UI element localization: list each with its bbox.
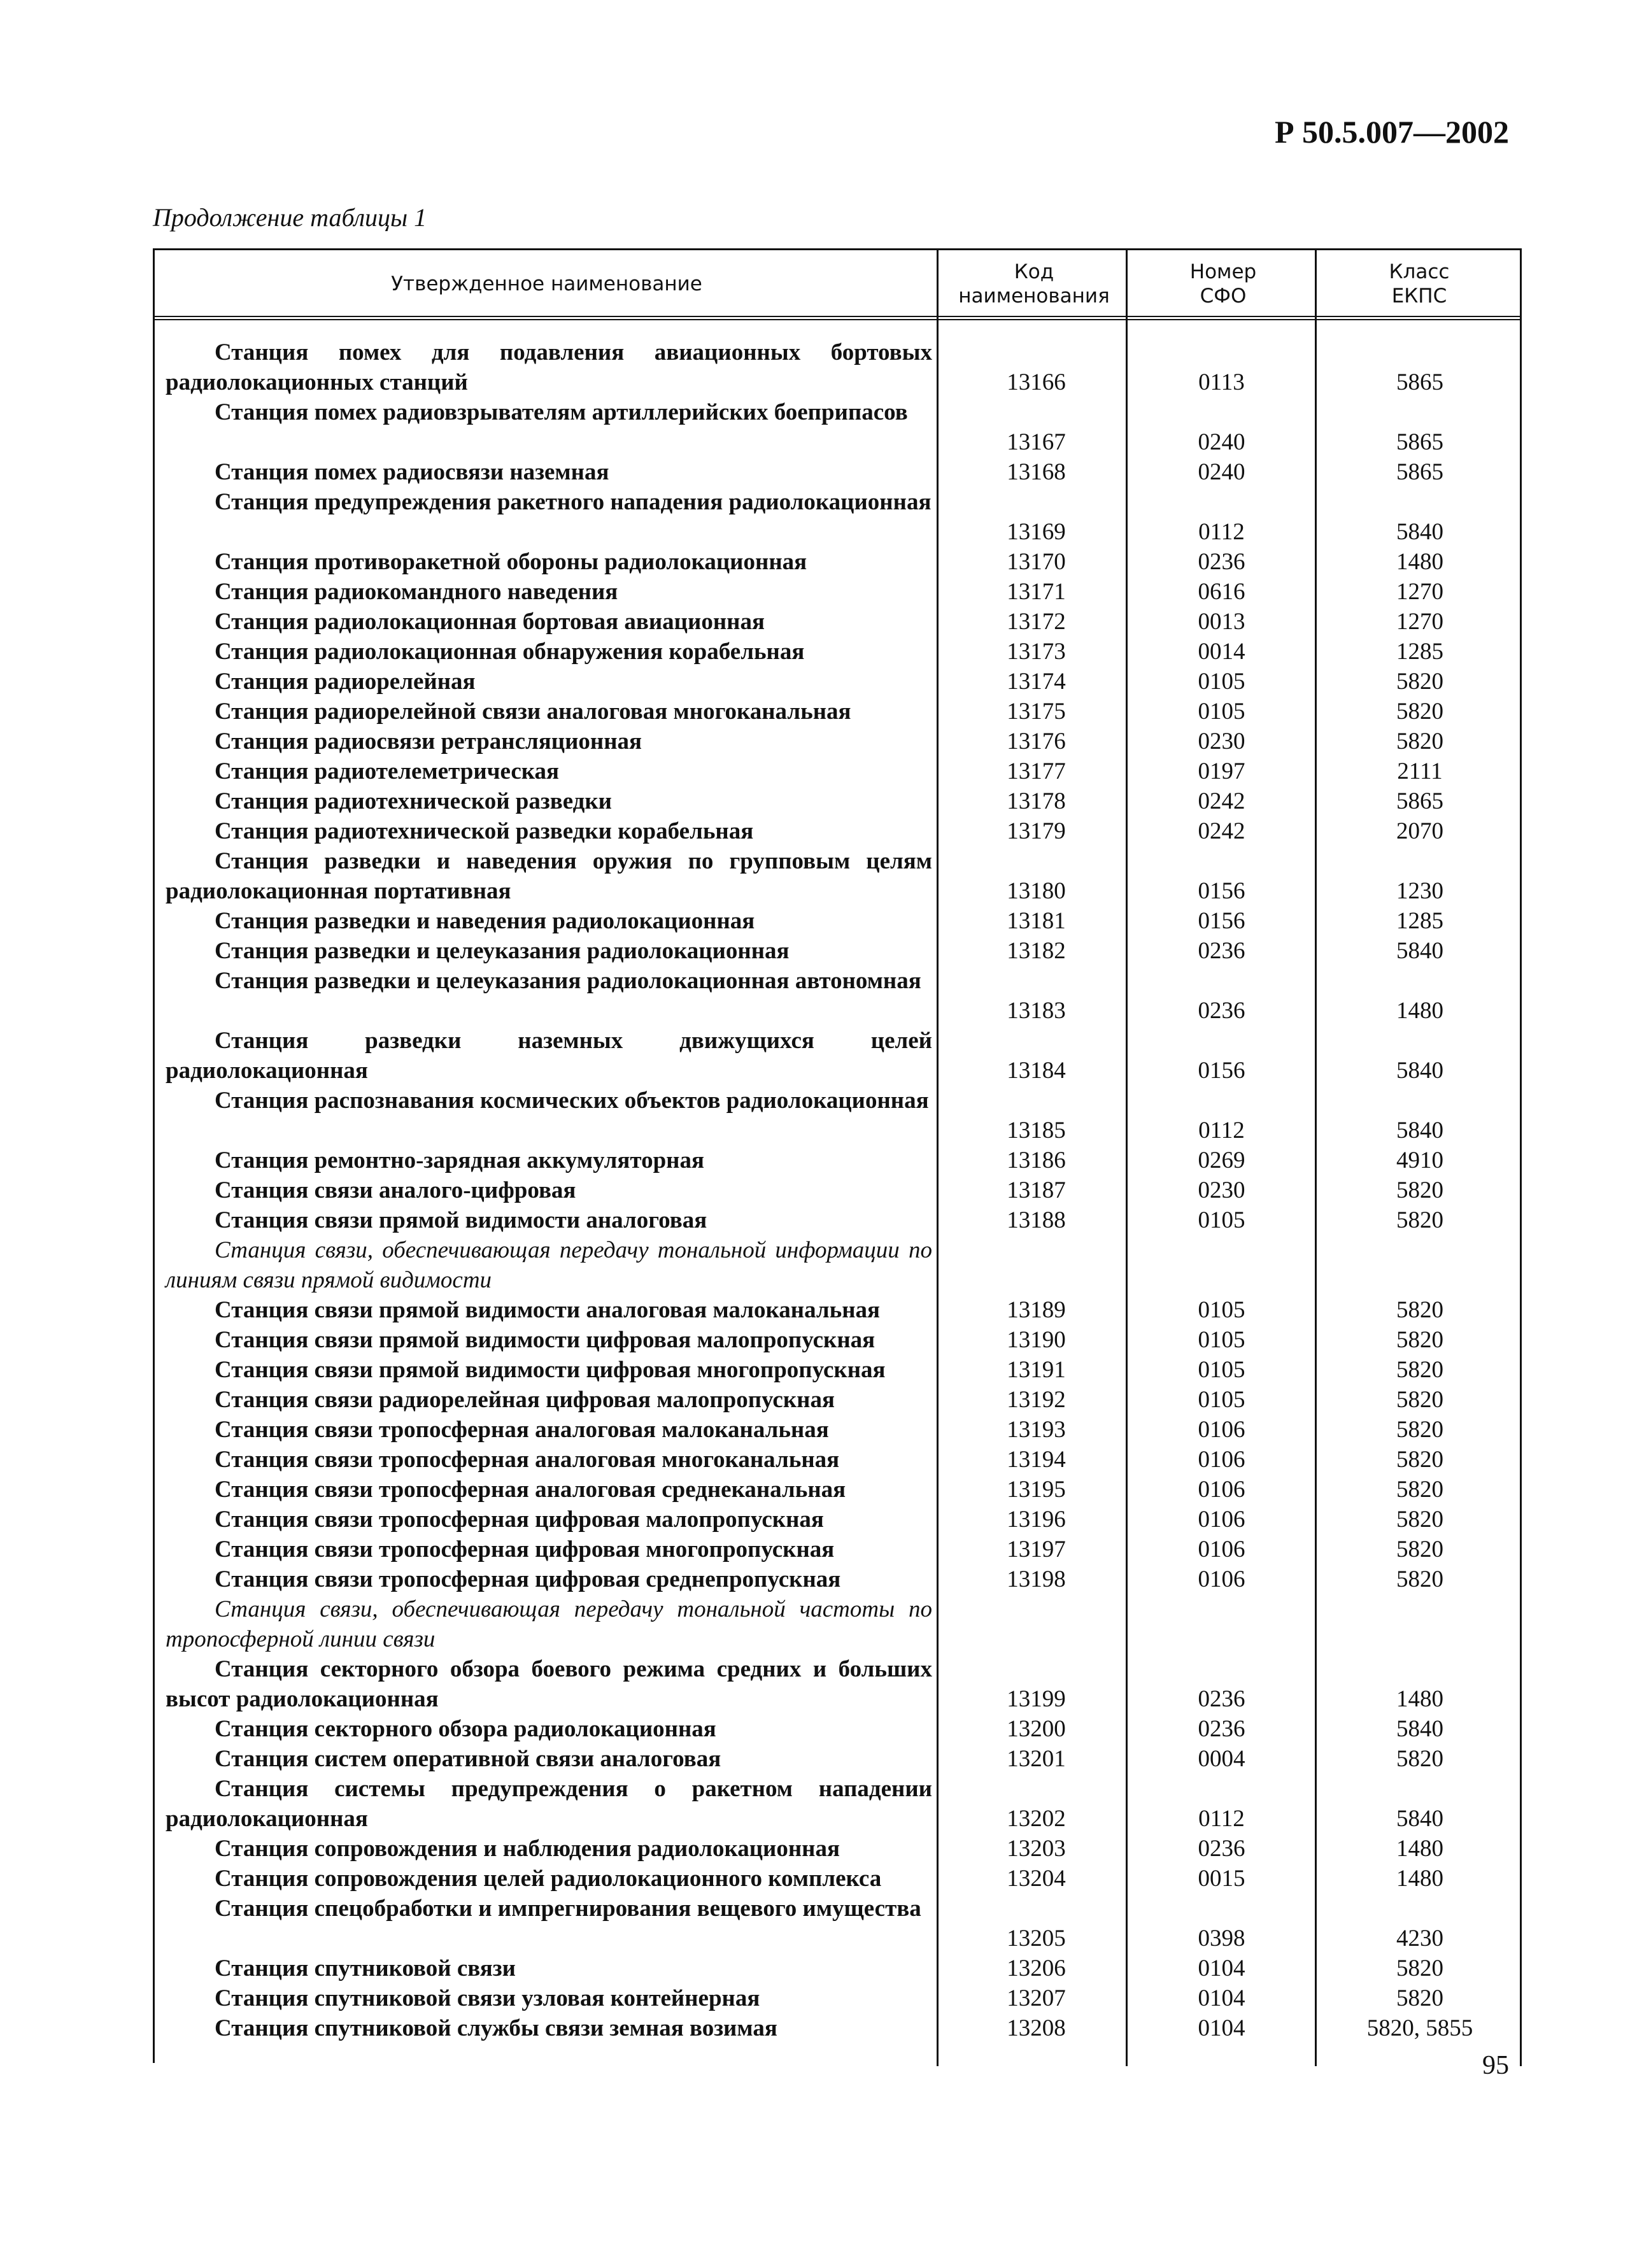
row-ekps: 5865 [1396, 369, 1443, 395]
table-row [153, 1714, 1522, 1744]
row-name: Станция связи прямой видимости аналоговая малоканальная [215, 1297, 881, 1323]
row-ekps: 1480 [1396, 549, 1443, 575]
row-ekps: 5820 [1396, 1387, 1443, 1413]
row-name: Станция спутниковой связи [215, 1955, 516, 1981]
row-sfo: 0104 [1198, 1985, 1245, 2011]
row-code: 13172 [1007, 609, 1066, 635]
table-row [153, 1445, 1522, 1475]
row-ekps: 5840 [1396, 1806, 1443, 1832]
row-code: 13188 [1007, 1207, 1066, 1233]
row-name: Станция системы предупреждения о ракетном нападении радиолокационная [166, 1776, 932, 1832]
row-code: 13191 [1007, 1357, 1066, 1383]
row-sfo: 0104 [1198, 1955, 1245, 1981]
row-code: 13202 [1007, 1806, 1066, 1832]
row-name: Станция секторного обзора радиолокационная [215, 1716, 716, 1742]
header-sfo-text: Номер СФО [1189, 260, 1257, 308]
row-sfo: 0236 [1198, 1686, 1245, 1712]
row-name: Станция предупреждения ракетного нападения радиолокационная [215, 489, 932, 515]
row-code: 13208 [1007, 2015, 1066, 2041]
row-name: Станция связи прямой видимости цифровая малопропускная [215, 1327, 875, 1353]
row-ekps: 5820 [1396, 728, 1443, 755]
row-code: 13182 [1007, 938, 1066, 964]
row-ekps: 5820 [1396, 1417, 1443, 1443]
row-ekps: 5820 [1396, 1955, 1443, 1981]
table-row [153, 756, 1522, 786]
header-code [940, 250, 1128, 318]
row-name: Станция сопровождения целей радиолокационного комплекса [215, 1866, 882, 1892]
row-ekps: 5865 [1396, 459, 1443, 485]
row-sfo: 0105 [1198, 1357, 1245, 1383]
row-ekps: 5820 [1396, 1297, 1443, 1323]
row-sfo: 0105 [1198, 1207, 1245, 1233]
row-code: 13189 [1007, 1297, 1066, 1323]
table-row [153, 966, 1522, 1026]
row-ekps: 5865 [1396, 429, 1443, 455]
row-ekps: 1480 [1396, 1686, 1443, 1712]
row-sfo: 0014 [1198, 639, 1245, 665]
row-name: Станция связи радиорелейная цифровая малопропускная [215, 1387, 835, 1413]
row-name: Станция радиокомандного наведения [215, 579, 618, 605]
row-sfo: 0236 [1198, 1836, 1245, 1862]
row-sfo: 0105 [1198, 1297, 1245, 1323]
row-ekps: 5820, 5855 [1366, 2015, 1473, 2041]
table-row [153, 1235, 1522, 1295]
row-sfo: 0106 [1198, 1566, 1245, 1592]
table-row [153, 637, 1522, 667]
row-name: Станция разведки и наведения оружия по групповым целям радиолокационная портативная [166, 848, 932, 904]
row-ekps: 1285 [1396, 639, 1443, 665]
table-row [153, 1864, 1522, 1894]
table-row [153, 1744, 1522, 1774]
table-row [153, 1564, 1522, 1594]
row-name: Станция радиолокационная бортовая авиационная [215, 609, 765, 635]
header-name: Утвержденное наименование [391, 272, 702, 295]
row-ekps: 1230 [1396, 878, 1443, 904]
row-ekps: 4910 [1396, 1147, 1443, 1173]
row-code: 13186 [1007, 1147, 1066, 1173]
row-sfo: 0269 [1198, 1147, 1245, 1173]
row-name: Станция связи, обеспечивающая передачу тональной частоты по тропосферной линии связи [166, 1596, 932, 1652]
row-code: 13177 [1007, 758, 1066, 784]
row-name: Станция радиосвязи ретрансляционная [215, 728, 642, 755]
row-ekps: 1480 [1396, 998, 1443, 1024]
table-row [153, 547, 1522, 577]
row-sfo: 0106 [1198, 1477, 1245, 1503]
row-name: Станция разведки и целеуказания радиолокационная автономная [215, 968, 921, 994]
row-ekps: 5820 [1396, 1327, 1443, 1353]
table-row [153, 1594, 1522, 1654]
row-code: 13205 [1007, 1925, 1066, 1952]
row-code: 13197 [1007, 1536, 1066, 1563]
table-row [153, 1086, 1522, 1145]
table-row [153, 1385, 1522, 1415]
row-name: Станция распознавания космических объектов радиолокационная [215, 1088, 929, 1114]
row-code: 13181 [1007, 908, 1066, 934]
row-name: Станция радиотелеметрическая [215, 758, 560, 784]
table-row [153, 697, 1522, 726]
row-sfo: 0112 [1198, 1117, 1245, 1144]
row-sfo: 0105 [1198, 1327, 1245, 1353]
row-sfo: 0230 [1198, 1177, 1245, 1203]
row-code: 13168 [1007, 459, 1066, 485]
row-name: Станция радиорелейной связи аналоговая многоканальная [215, 698, 851, 725]
table-body [153, 337, 1522, 2043]
table-row [153, 1355, 1522, 1385]
row-sfo: 0230 [1198, 728, 1245, 755]
row-sfo: 0015 [1198, 1866, 1245, 1892]
row-code: 13207 [1007, 1985, 1066, 2011]
row-code: 13174 [1007, 669, 1066, 695]
row-code: 13170 [1007, 549, 1066, 575]
row-sfo: 0236 [1198, 938, 1245, 964]
table-row [153, 1205, 1522, 1235]
row-sfo: 0616 [1198, 579, 1245, 605]
table-row [153, 577, 1522, 607]
row-code: 13199 [1007, 1686, 1066, 1712]
row-ekps: 5840 [1396, 1058, 1443, 1084]
row-ekps: 1270 [1396, 609, 1443, 635]
row-ekps: 5840 [1396, 1117, 1443, 1144]
table-row [153, 1295, 1522, 1325]
row-name: Станция спутниковой связи узловая контейнерная [215, 1985, 760, 2011]
row-sfo: 0398 [1198, 1925, 1245, 1952]
row-sfo: 0013 [1198, 609, 1245, 635]
row-sfo: 0112 [1198, 1806, 1245, 1832]
row-sfo: 0105 [1198, 669, 1245, 695]
row-ekps: 5820 [1396, 698, 1443, 725]
row-ekps: 5820 [1396, 1506, 1443, 1533]
table-row [153, 667, 1522, 697]
table-row [153, 1475, 1522, 1505]
row-sfo: 0236 [1198, 1716, 1245, 1742]
table-row [153, 1953, 1522, 1983]
row-ekps: 5840 [1396, 938, 1443, 964]
table-row [153, 337, 1522, 397]
header-ekps [1319, 250, 1520, 318]
table-row [153, 1983, 1522, 2013]
row-code: 13167 [1007, 429, 1066, 455]
row-name: Станция связи тропосферная цифровая многопропускная [215, 1536, 835, 1563]
row-code: 13198 [1007, 1566, 1066, 1592]
row-ekps: 1270 [1396, 579, 1443, 605]
header-ekps-text: Класс ЕКПС [1389, 260, 1450, 308]
document-code: Р 50.5.007—2002 [1274, 114, 1509, 150]
row-ekps: 5820 [1396, 1207, 1443, 1233]
row-ekps: 2111 [1397, 758, 1443, 784]
table-row [153, 1774, 1522, 1834]
row-ekps: 2070 [1396, 818, 1443, 844]
row-sfo: 0240 [1198, 429, 1245, 455]
row-name: Станция радиотехнической разведки [215, 788, 612, 814]
row-ekps: 5840 [1396, 1716, 1443, 1742]
row-ekps: 1480 [1396, 1836, 1443, 1862]
row-sfo: 0105 [1198, 698, 1245, 725]
row-ekps: 5865 [1396, 788, 1443, 814]
row-name: Станция радиотехнической разведки корабельная [215, 818, 754, 844]
row-name: Станция разведки наземных движущихся целей радиолокационная [166, 1028, 932, 1084]
row-sfo: 0112 [1198, 519, 1245, 545]
row-code: 13184 [1007, 1058, 1066, 1084]
table-row [153, 726, 1522, 756]
row-code: 13175 [1007, 698, 1066, 725]
row-name: Станция связи аналого-цифровая [215, 1177, 576, 1203]
row-name: Станция разведки и наведения радиолокационная [215, 908, 755, 934]
table-row [153, 1145, 1522, 1175]
table-row [153, 487, 1522, 547]
table-row [153, 1325, 1522, 1355]
row-name: Станция разведки и целеуказания радиолокационная [215, 938, 790, 964]
table-row [153, 786, 1522, 816]
row-ekps: 5820 [1396, 1746, 1443, 1772]
row-sfo: 0156 [1198, 878, 1245, 904]
row-code: 13196 [1007, 1506, 1066, 1533]
row-name: Станция сопровождения и наблюдения радиолокационная [215, 1836, 840, 1862]
row-code: 13195 [1007, 1477, 1066, 1503]
row-code: 13203 [1007, 1836, 1066, 1862]
table-row [153, 1834, 1522, 1864]
row-ekps: 5820 [1396, 1477, 1443, 1503]
row-ekps: 5840 [1396, 519, 1443, 545]
row-name: Станция связи, обеспечивающая передачу тональной информации по линиям связи прямой видимости [166, 1237, 932, 1293]
row-ekps: 1480 [1396, 1866, 1443, 1892]
table-row [153, 816, 1522, 846]
row-ekps: 5820 [1396, 1536, 1443, 1563]
row-name: Станция связи тропосферная аналоговая многоканальная [215, 1447, 840, 1473]
row-sfo: 0106 [1198, 1447, 1245, 1473]
row-name: Станция ремонтно-зарядная аккумуляторная [215, 1147, 704, 1173]
row-code: 13185 [1007, 1117, 1066, 1144]
row-name: Станция спецобработки и импрегнирования вещевого имущества [215, 1896, 921, 1922]
table-row [153, 1654, 1522, 1714]
row-code: 13183 [1007, 998, 1066, 1024]
header-sfo [1130, 250, 1317, 318]
row-sfo: 0242 [1198, 818, 1245, 844]
table-row [153, 1026, 1522, 1086]
table-row [153, 1534, 1522, 1564]
row-code: 13194 [1007, 1447, 1066, 1473]
row-sfo: 0240 [1198, 459, 1245, 485]
table-row [153, 1415, 1522, 1445]
table-row [153, 457, 1522, 487]
row-name: Станция спутниковой службы связи земная возимая [215, 2015, 777, 2041]
row-sfo: 0106 [1198, 1536, 1245, 1563]
row-code: 13169 [1007, 519, 1066, 545]
table-row [153, 397, 1522, 457]
row-code: 13166 [1007, 369, 1066, 395]
row-sfo: 0156 [1198, 1058, 1245, 1084]
row-sfo: 0105 [1198, 1387, 1245, 1413]
row-code: 13187 [1007, 1177, 1066, 1203]
row-sfo: 0242 [1198, 788, 1245, 814]
row-sfo: 0113 [1198, 369, 1245, 395]
table-row [153, 1894, 1522, 1953]
row-sfo: 0104 [1198, 2015, 1245, 2041]
table-row [153, 1175, 1522, 1205]
row-name: Станция радиолокационная обнаружения корабельная [215, 639, 805, 665]
row-name: Станция помех для подавления авиационных бортовых радиолокационных станций [166, 339, 932, 395]
row-sfo: 0156 [1198, 908, 1245, 934]
row-name: Станция связи прямой видимости аналоговая [215, 1207, 707, 1233]
table-row [153, 936, 1522, 966]
row-code: 13190 [1007, 1327, 1066, 1353]
row-ekps: 4230 [1396, 1925, 1443, 1952]
row-sfo: 0106 [1198, 1506, 1245, 1533]
row-ekps: 5820 [1396, 669, 1443, 695]
table-row [153, 906, 1522, 936]
row-code: 13180 [1007, 878, 1066, 904]
row-name: Станция противоракетной обороны радиолокационная [215, 549, 807, 575]
row-name: Станция секторного обзора боевого режима средних и больших высот радиолокационная [166, 1656, 932, 1712]
row-code: 13178 [1007, 788, 1066, 814]
table-row [153, 846, 1522, 906]
row-sfo: 0106 [1198, 1417, 1245, 1443]
row-sfo: 0236 [1198, 998, 1245, 1024]
page-number: 95 [1482, 2051, 1509, 2080]
row-ekps: 5820 [1396, 1566, 1443, 1592]
row-code: 13179 [1007, 818, 1066, 844]
row-ekps: 5820 [1396, 1985, 1443, 2011]
row-name: Станция связи тропосферная цифровая малопропускная [215, 1506, 824, 1533]
row-sfo: 0197 [1198, 758, 1245, 784]
row-sfo: 0004 [1198, 1746, 1245, 1772]
row-ekps: 1285 [1396, 908, 1443, 934]
table-row [153, 1505, 1522, 1534]
row-code: 13173 [1007, 639, 1066, 665]
row-ekps: 5820 [1396, 1447, 1443, 1473]
row-code: 13176 [1007, 728, 1066, 755]
row-code: 13171 [1007, 579, 1066, 605]
row-code: 13206 [1007, 1955, 1066, 1981]
header-code-text: Код наименования [958, 260, 1110, 308]
row-code: 13204 [1007, 1866, 1066, 1892]
row-ekps: 5820 [1396, 1177, 1443, 1203]
row-name: Станция систем оперативной связи аналоговая [215, 1746, 721, 1772]
row-sfo: 0236 [1198, 549, 1245, 575]
continuation-label: Продолжение таблицы 1 [153, 203, 427, 232]
row-ekps: 5820 [1396, 1357, 1443, 1383]
row-name: Станция связи тропосферная аналоговая малоканальная [215, 1417, 829, 1443]
table-row [153, 607, 1522, 637]
row-code: 13193 [1007, 1417, 1066, 1443]
row-name: Станция связи прямой видимости цифровая многопропускная [215, 1357, 886, 1383]
table-row [153, 2013, 1522, 2043]
row-name: Станция связи тропосферная аналоговая среднеканальная [215, 1477, 846, 1503]
row-name: Станция радиорелейная [215, 669, 476, 695]
row-name: Станция помех радиосвязи наземная [215, 459, 609, 485]
row-code: 13192 [1007, 1387, 1066, 1413]
row-code: 13201 [1007, 1746, 1066, 1772]
row-name: Станция связи тропосферная цифровая среднепропускная [215, 1566, 841, 1592]
row-name: Станция помех радиовзрывателям артиллерийских боеприпасов [215, 399, 908, 425]
row-code: 13200 [1007, 1716, 1066, 1742]
